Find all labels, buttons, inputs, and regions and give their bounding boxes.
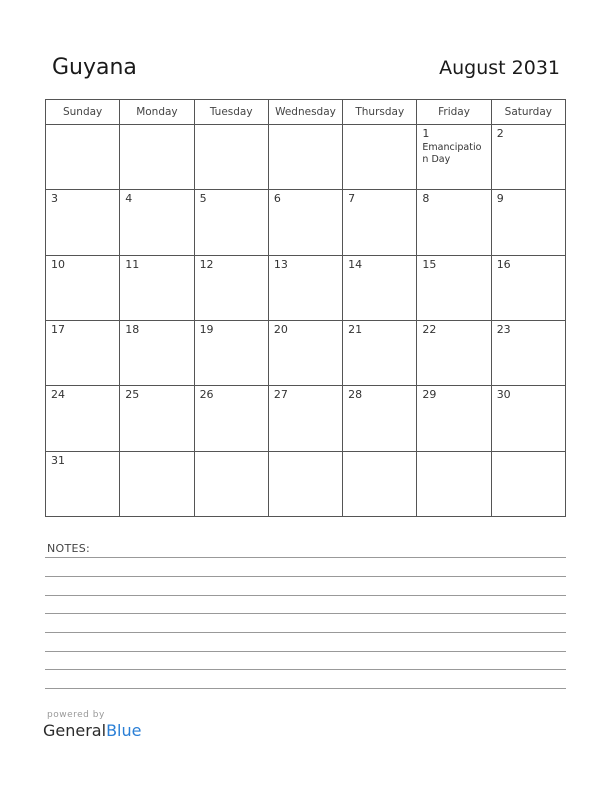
calendar-day-cell	[194, 451, 268, 516]
weekday-header-row	[46, 100, 566, 125]
calendar-week-row	[46, 320, 566, 385]
calendar-week-row	[46, 125, 566, 190]
calendar-day-cell	[268, 255, 342, 320]
brand-logo	[43, 721, 141, 740]
weekday-header-friday: Friday	[417, 100, 491, 125]
day-number: 3	[51, 192, 58, 206]
day-number	[195, 125, 268, 127]
calendar-day-cell	[120, 255, 194, 320]
day-number	[195, 452, 268, 454]
calendar-day-cell	[194, 190, 268, 255]
day-number: 30	[496, 388, 511, 402]
day-number: 18	[125, 322, 140, 336]
day-number: 2	[496, 127, 504, 140]
day-number: 14	[348, 257, 363, 271]
calendar-day-cell	[417, 190, 491, 255]
day-number: 5	[199, 192, 207, 206]
day-number	[417, 452, 490, 454]
day-number	[492, 452, 565, 454]
month-year-title: August 2031	[439, 57, 560, 79]
notes-line	[45, 613, 566, 614]
calendar-day-cell	[194, 255, 268, 320]
calendar-day-cell	[46, 451, 120, 516]
brand-name-general: General	[43, 721, 107, 740]
calendar-day-cell	[46, 190, 120, 255]
notes-line	[45, 595, 566, 596]
day-number: 24	[51, 388, 65, 402]
day-number: 6	[273, 192, 281, 206]
country-title: Guyana	[52, 55, 137, 80]
calendar-day-cell	[491, 125, 565, 190]
day-number	[46, 125, 119, 127]
calendar-day-cell	[120, 320, 194, 385]
calendar-day-cell	[268, 386, 342, 451]
day-number	[120, 125, 193, 127]
weekday-header-thursday: Thursday	[343, 100, 417, 125]
calendar-day-cell	[343, 451, 417, 516]
day-number: 26	[199, 388, 214, 402]
calendar-day-cell	[120, 386, 194, 451]
calendar-week-row	[46, 190, 566, 255]
calendar-day-cell	[194, 386, 268, 451]
calendar-day-cell	[343, 125, 417, 190]
day-number: 10	[51, 257, 65, 271]
calendar-day-cell	[46, 320, 120, 385]
notes-line	[45, 632, 566, 633]
calendar-day-cell	[46, 386, 120, 451]
day-number: 8	[422, 192, 430, 206]
calendar-week-row	[46, 386, 566, 451]
calendar-week-row	[46, 451, 566, 516]
calendar-day-cell	[491, 451, 565, 516]
weekday-header-wednesday: Wednesday	[268, 100, 342, 125]
day-number: 9	[496, 192, 504, 206]
notes-line	[45, 576, 566, 577]
calendar-day-cell	[343, 255, 417, 320]
day-number: 23	[496, 322, 511, 336]
day-number: 19	[199, 322, 214, 336]
weekday-header-monday: Monday	[120, 100, 194, 125]
day-number: 17	[51, 322, 65, 336]
calendar-day-cell	[120, 190, 194, 255]
calendar-day-cell	[343, 320, 417, 385]
weekday-header-saturday: Saturday	[491, 100, 565, 125]
day-number: 28	[348, 388, 363, 402]
notes-line	[45, 669, 566, 670]
calendar-day-cell	[268, 125, 342, 190]
notes-line	[45, 688, 566, 689]
calendar-day-cell	[343, 190, 417, 255]
calendar-day-cell	[491, 190, 565, 255]
day-number: 22	[422, 322, 437, 336]
calendar-week-row	[46, 255, 566, 320]
day-number	[343, 125, 416, 127]
calendar-day-cell	[194, 125, 268, 190]
calendar-day-cell	[417, 125, 491, 190]
day-number: 31	[51, 453, 65, 467]
calendar-day-cell	[194, 320, 268, 385]
calendar-day-cell	[417, 386, 491, 451]
calendar-day-cell	[491, 255, 565, 320]
day-number: 21	[348, 322, 363, 336]
powered-by-text: powered by	[47, 710, 105, 720]
calendar-day-cell	[491, 320, 565, 385]
weekday-header-tuesday: Tuesday	[194, 100, 268, 125]
calendar-day-cell	[120, 451, 194, 516]
day-number: 27	[273, 388, 288, 402]
day-number	[269, 125, 342, 127]
day-number: 12	[199, 257, 214, 271]
calendar-day-cell	[491, 386, 565, 451]
holiday-event: Emancipation Day	[422, 142, 482, 165]
day-number: 1	[422, 127, 430, 140]
calendar-day-cell	[268, 190, 342, 255]
brand-name-blue: Blue	[106, 721, 142, 740]
calendar-day-cell	[417, 320, 491, 385]
day-number: 7	[348, 192, 356, 206]
calendar-day-cell	[46, 255, 120, 320]
calendar-body	[46, 125, 566, 517]
calendar-day-cell	[120, 125, 194, 190]
day-number: 25	[125, 388, 140, 402]
day-number	[120, 452, 193, 454]
day-number	[269, 452, 342, 454]
day-number	[343, 452, 416, 454]
day-number: 15	[422, 257, 437, 271]
notes-line	[45, 651, 566, 652]
calendar-day-cell	[417, 255, 491, 320]
calendar-day-cell	[343, 386, 417, 451]
weekday-header-sunday: Sunday	[46, 100, 120, 125]
calendar-day-cell	[268, 451, 342, 516]
day-number: 16	[496, 257, 511, 271]
day-number: 20	[273, 322, 288, 336]
calendar-day-cell	[417, 451, 491, 516]
day-number: 29	[422, 388, 437, 402]
calendar-day-cell	[46, 125, 120, 190]
day-number: 4	[125, 192, 133, 206]
notes-line	[45, 557, 566, 558]
notes-label: NOTES:	[47, 542, 91, 555]
day-number: 13	[273, 257, 288, 271]
day-number: 11	[125, 257, 140, 271]
calendar-grid	[45, 99, 566, 517]
calendar-day-cell	[268, 320, 342, 385]
